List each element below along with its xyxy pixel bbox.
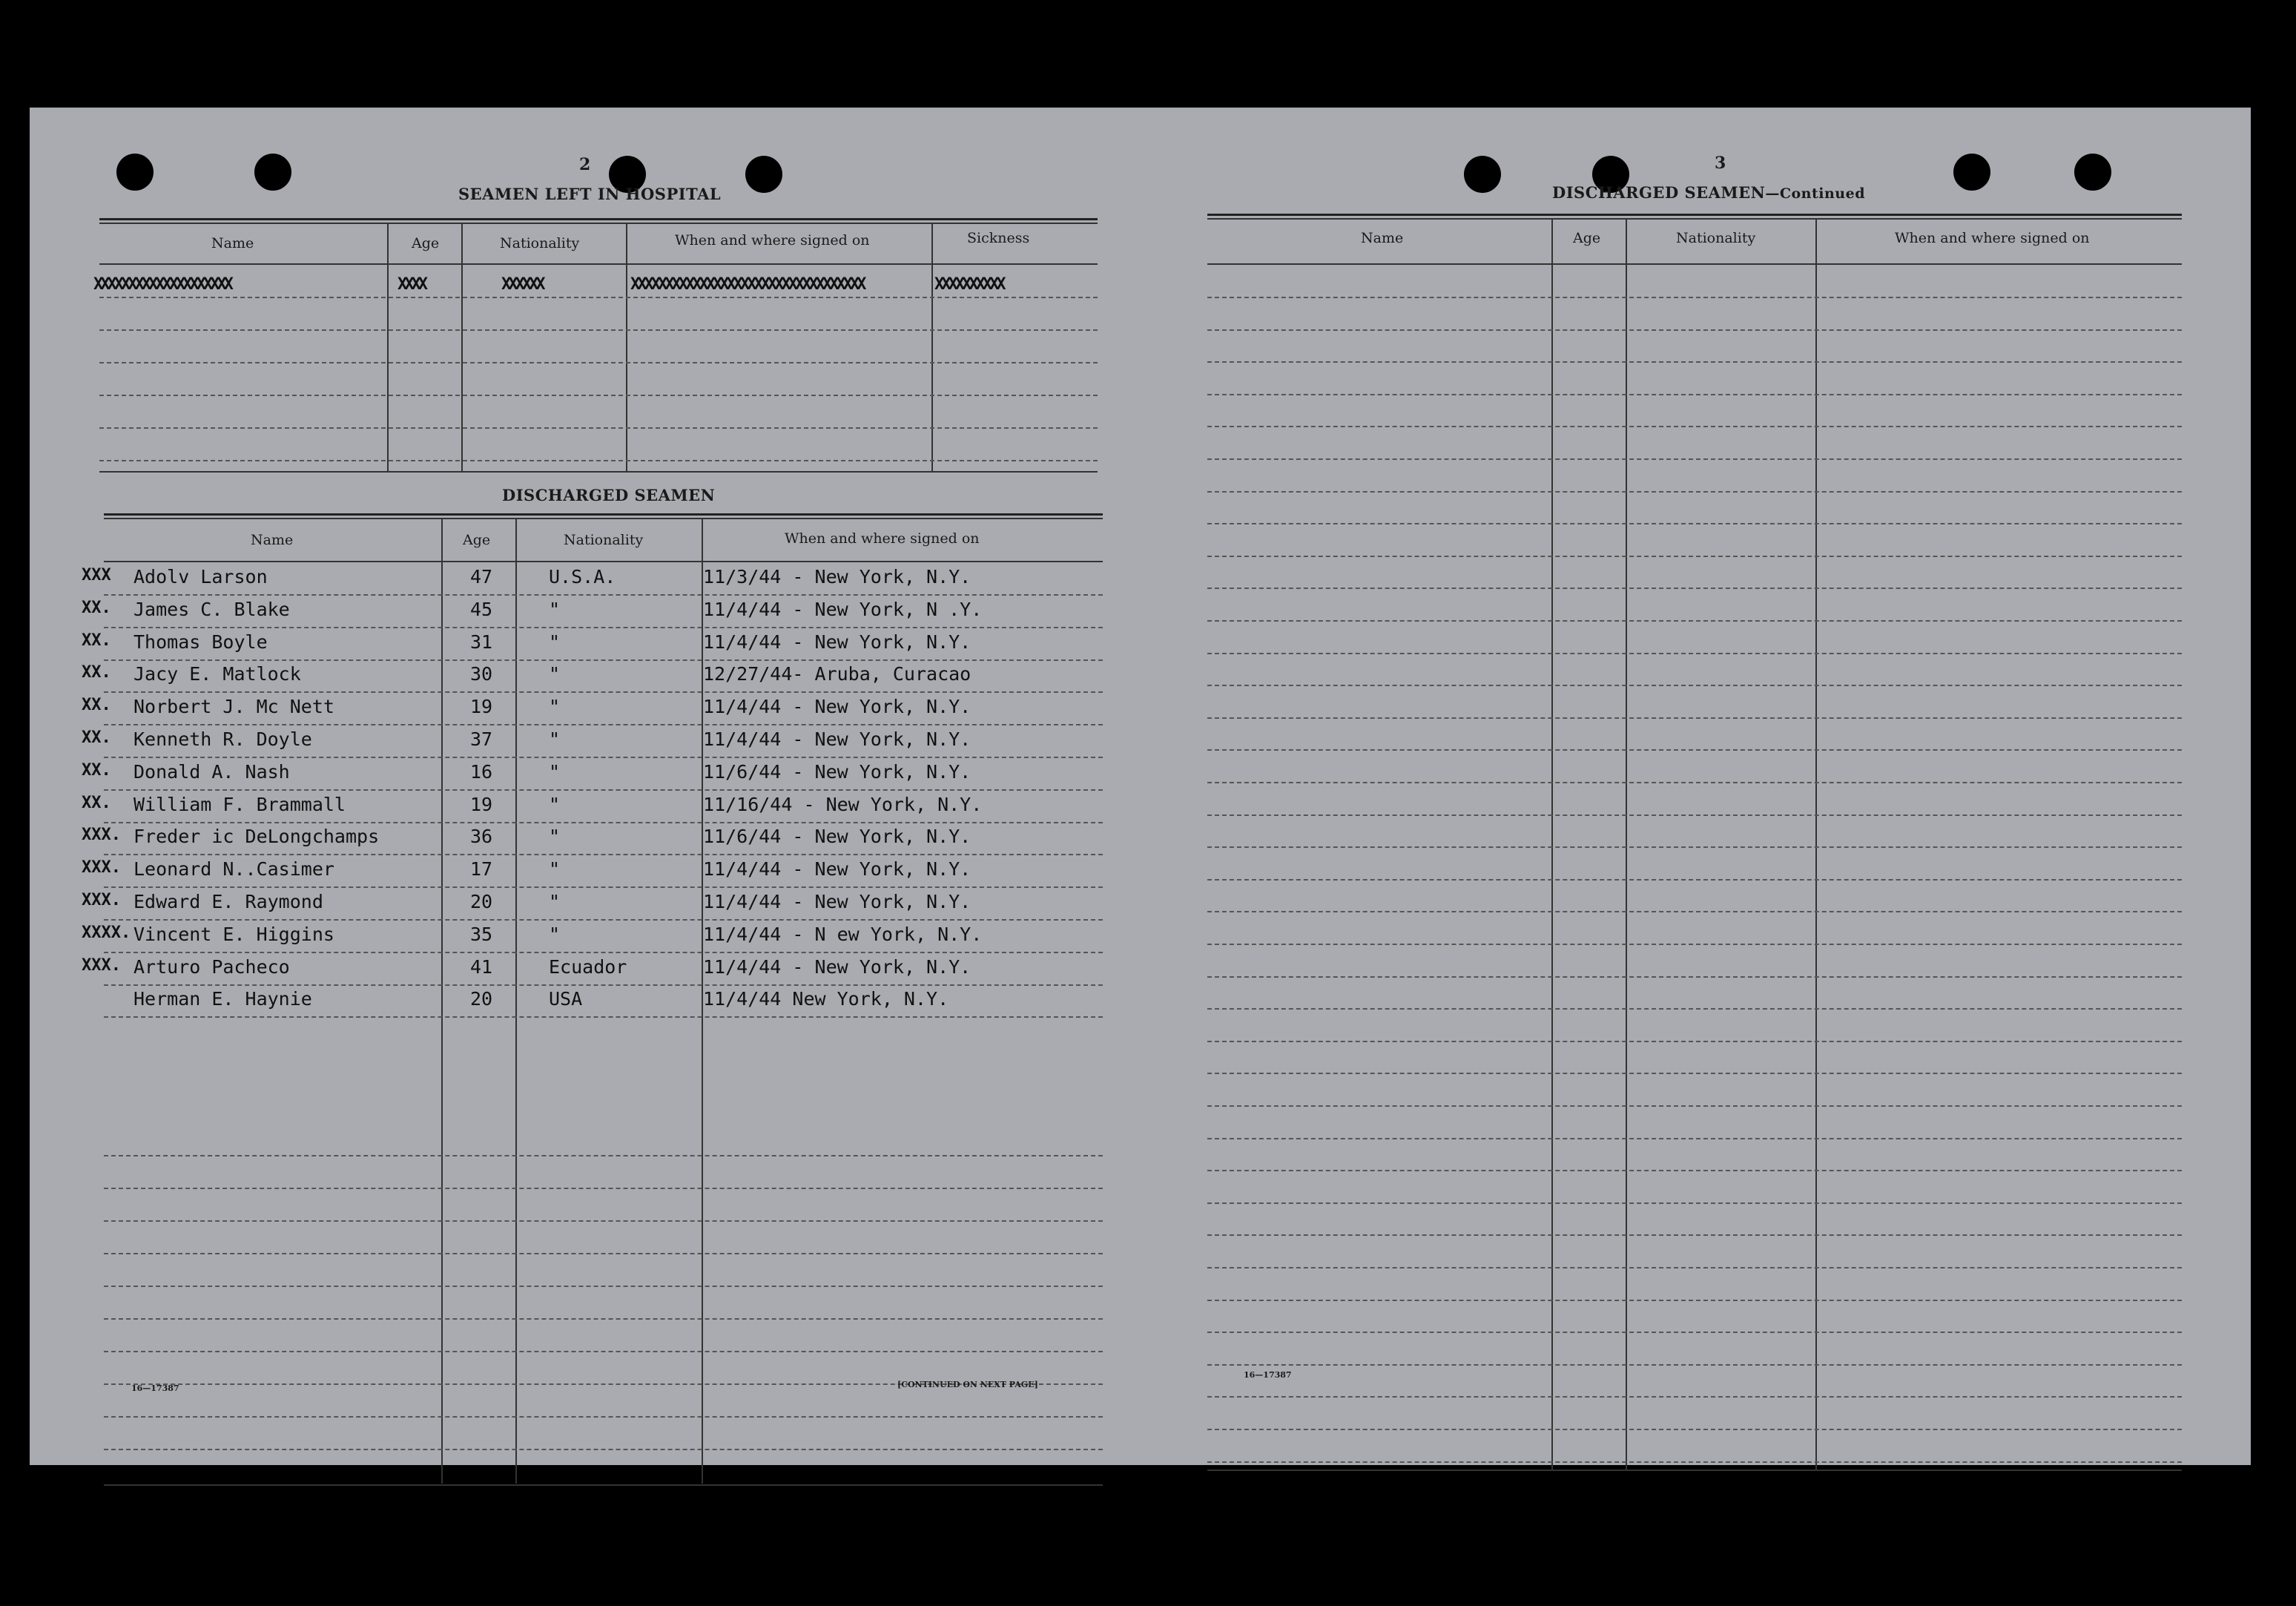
col-header-sickness: Sickness (967, 230, 1030, 246)
seaman-name: James C. Blake (133, 598, 290, 620)
table-rule (1207, 218, 2182, 220)
col-header-name: Name (251, 532, 294, 548)
row-check-mark: XXX. (82, 858, 121, 878)
col-header-signed-on: When and where signed on (1895, 230, 2090, 246)
form-number: 16—17387 (131, 1383, 179, 1393)
table-rule (104, 561, 1103, 562)
col-header-name: Name (1361, 230, 1404, 246)
row-line (1207, 1300, 2182, 1301)
col-header-age: Age (463, 532, 491, 548)
punch-hole (1464, 156, 1501, 193)
row-line (104, 757, 1103, 758)
row-line (104, 1016, 1103, 1018)
seaman-name: Leonard N..Casimer (133, 858, 334, 881)
row-check-mark: XX. (82, 663, 111, 682)
col-divider (441, 519, 443, 1484)
seaman-nationality: " (549, 663, 561, 685)
col-header-age: Age (412, 235, 440, 251)
row-check-mark: XX. (82, 728, 111, 747)
hospital-section-title: SEAMEN LEFT IN HOSPITAL (458, 185, 722, 203)
row-line (1207, 588, 2182, 589)
form-number: 16—17387 (1244, 1370, 1292, 1380)
row-line (1207, 685, 2182, 686)
left-page (30, 108, 1142, 1465)
seaman-signed-on: 11/4/44 - New York, N.Y. (703, 891, 971, 912)
row-line (1207, 653, 2182, 654)
seaman-name: Donald A. Nash (133, 760, 290, 783)
right-page (1142, 108, 2251, 1465)
table-rule (1207, 1470, 2182, 1471)
seaman-signed-on: 11/4/44 - New York, N.Y. (703, 728, 971, 750)
redacted-age: XXXX (397, 275, 425, 294)
row-line (1207, 1041, 2182, 1042)
row-line (1207, 814, 2182, 816)
seaman-age: 19 (470, 696, 493, 718)
row-line (1207, 717, 2182, 719)
seaman-age: 19 (470, 793, 493, 815)
seaman-signed-on: 11/4/44 - New York, N.Y. (703, 955, 971, 978)
row-line (1207, 458, 2182, 460)
row-line (1207, 523, 2182, 524)
col-header-signed-on: When and where signed on (675, 232, 870, 249)
seaman-nationality: USA (549, 988, 583, 1010)
col-divider (931, 223, 933, 471)
seaman-nationality: " (549, 728, 561, 750)
row-line (1207, 1461, 2182, 1463)
col-divider (1626, 219, 1627, 1471)
table-rule (1207, 263, 2182, 265)
seaman-age: 35 (470, 923, 493, 945)
seaman-age: 47 (470, 566, 493, 588)
seaman-nationality: " (549, 891, 561, 912)
table-rule (99, 263, 1098, 265)
row-line (104, 919, 1103, 921)
row-line (104, 822, 1103, 823)
seaman-name: William F. Brammall (133, 793, 346, 815)
row-line (1207, 491, 2182, 493)
row-line (1207, 846, 2182, 848)
seaman-age: 20 (470, 988, 493, 1010)
table-rule (104, 513, 1103, 516)
seaman-name: Arturo Pacheco (133, 955, 290, 978)
seaman-name: Edward E. Raymond (133, 891, 323, 912)
row-line (1207, 749, 2182, 751)
row-line (104, 1449, 1103, 1450)
row-line (99, 329, 1098, 331)
punch-hole (745, 156, 782, 193)
discharged-section-title: DISCHARGED SEAMEN (502, 486, 716, 504)
row-check-mark: XX. (82, 631, 111, 650)
punch-hole (2074, 154, 2111, 191)
seaman-name: Freder ic DeLongchamps (133, 826, 380, 848)
redacted-nationality: XXXXXX (501, 275, 543, 294)
row-line (1207, 1234, 2182, 1236)
row-line (104, 1416, 1103, 1418)
col-divider (1815, 219, 1817, 1471)
seaman-age: 36 (470, 826, 493, 848)
row-check-mark: XXX. (82, 955, 121, 975)
seaman-name: Herman E. Haynie (133, 988, 312, 1010)
row-line (104, 594, 1103, 596)
row-line (1207, 1073, 2182, 1074)
row-check-mark: XX. (82, 696, 111, 715)
table-rule (99, 223, 1098, 224)
seaman-nationality: U.S.A. (549, 566, 616, 588)
row-line (104, 1220, 1103, 1222)
punch-hole (116, 154, 154, 191)
row-line (99, 362, 1098, 363)
row-line (1207, 1008, 2182, 1010)
col-divider (461, 223, 463, 471)
col-divider (1551, 219, 1553, 1471)
col-divider (387, 223, 389, 471)
seaman-nationality: Ecuador (549, 955, 627, 978)
title-sub: —Continued (1765, 185, 1865, 202)
seaman-name: Kenneth R. Doyle (133, 728, 312, 750)
seaman-age: 37 (470, 728, 493, 750)
row-line (1207, 1267, 2182, 1268)
seaman-age: 31 (470, 631, 493, 653)
seaman-age: 17 (470, 858, 493, 881)
row-line (104, 789, 1103, 791)
row-line (104, 952, 1103, 953)
row-line (1207, 329, 2182, 331)
table-rule (99, 218, 1098, 220)
col-header-age: Age (1573, 230, 1601, 246)
row-line (1207, 1332, 2182, 1333)
row-line (104, 1155, 1103, 1156)
row-line (1207, 1396, 2182, 1398)
row-line (104, 886, 1103, 888)
row-line (99, 427, 1098, 429)
seaman-age: 16 (470, 760, 493, 783)
row-line (104, 1188, 1103, 1189)
col-header-nationality: Nationality (500, 235, 580, 251)
seaman-name: Jacy E. Matlock (133, 663, 301, 685)
seaman-nationality: " (549, 598, 561, 620)
row-line (1207, 944, 2182, 945)
row-line (104, 724, 1103, 725)
row-line (1207, 879, 2182, 881)
row-line (1207, 782, 2182, 783)
row-line (1207, 1364, 2182, 1366)
row-line (1207, 976, 2182, 978)
document-sheet (30, 108, 2251, 1465)
seaman-nationality: " (549, 858, 561, 881)
seaman-name: Norbert J. Mc Nett (133, 696, 334, 718)
row-check-mark: XXX. (82, 891, 121, 909)
seaman-signed-on: 11/3/44 - New York, N.Y. (703, 566, 971, 588)
row-check-mark: XXX (82, 566, 111, 585)
row-line (1207, 1138, 2182, 1139)
row-line (1207, 1429, 2182, 1430)
col-header-nationality: Nationality (564, 532, 644, 548)
seaman-signed-on: 11/16/44 - New York, N.Y. (703, 793, 983, 815)
row-line (1207, 911, 2182, 912)
table-rule (104, 1484, 1103, 1486)
seaman-name: Vincent E. Higgins (133, 923, 334, 945)
seaman-signed-on: 11/6/44 - New York, N.Y. (703, 760, 971, 783)
seaman-signed-on: 11/4/44 - N ew York, N.Y. (703, 923, 983, 945)
col-header-name: Name (211, 235, 254, 251)
seaman-signed-on: 11/4/44 - New York, N.Y. (703, 631, 971, 653)
row-line (1207, 556, 2182, 557)
row-check-mark: XX. (82, 598, 111, 617)
page-number: 2 (579, 155, 591, 174)
seaman-name: Thomas Boyle (133, 631, 268, 653)
punch-hole (1953, 154, 1990, 191)
continued-note: [CONTINUED ON NEXT PAGE] (897, 1380, 1038, 1389)
row-line (1207, 426, 2182, 427)
seaman-signed-on: 11/4/44 - New York, N.Y. (703, 858, 971, 881)
page-number: 3 (1715, 154, 1726, 173)
seaman-nationality: " (549, 760, 561, 783)
seaman-signed-on: 11/4/44 - New York, N .Y. (703, 598, 983, 620)
row-check-mark: XXXX. (82, 923, 131, 942)
continued-section-title (1552, 183, 1865, 202)
row-line (1207, 361, 2182, 363)
row-line (1207, 1202, 2182, 1204)
seaman-nationality: " (549, 631, 561, 653)
seaman-signed-on: 12/27/44- Aruba, Curacao (703, 663, 971, 685)
redacted-signed-on: XXXXXXXXXXXXXXXXXXXXXXXXXXXXXXXXXX (630, 275, 864, 294)
seaman-nationality: " (549, 696, 561, 718)
row-line (104, 1351, 1103, 1352)
table-rule (1207, 214, 2182, 216)
redacted-sickness: XXXXXXXXXX (934, 275, 1003, 294)
row-line (104, 1253, 1103, 1254)
row-line (104, 659, 1103, 661)
row-line (104, 627, 1103, 628)
seaman-nationality: " (549, 793, 561, 815)
row-line (104, 854, 1103, 855)
row-line (1207, 620, 2182, 622)
row-line (99, 460, 1098, 461)
row-check-mark: XX. (82, 793, 111, 812)
col-header-signed-on: When and where signed on (785, 530, 980, 547)
table-rule (99, 471, 1098, 473)
seaman-signed-on: 11/4/44 - New York, N.Y. (703, 696, 971, 718)
col-divider (515, 519, 517, 1484)
seaman-age: 30 (470, 663, 493, 685)
row-line (1207, 1105, 2182, 1107)
row-line (104, 1286, 1103, 1287)
col-divider (626, 223, 627, 471)
seaman-nationality: " (549, 923, 561, 945)
seaman-signed-on: 11/6/44 - New York, N.Y. (703, 826, 971, 848)
row-line (1207, 394, 2182, 395)
seaman-name: Adolv Larson (133, 566, 268, 588)
row-check-mark: XX. (82, 760, 111, 780)
seaman-age: 45 (470, 598, 493, 620)
row-line (1207, 297, 2182, 298)
seaman-signed-on: 11/4/44 New York, N.Y. (703, 988, 949, 1010)
row-check-mark: XXX. (82, 826, 121, 845)
col-header-nationality: Nationality (1676, 230, 1756, 246)
row-line (104, 1318, 1103, 1320)
row-line (99, 395, 1098, 396)
row-line (1207, 1170, 2182, 1171)
seaman-age: 41 (470, 955, 493, 978)
seaman-nationality: " (549, 826, 561, 848)
seaman-age: 20 (470, 891, 493, 912)
title-main: DISCHARGED SEAMEN (1552, 183, 1766, 202)
table-rule (104, 518, 1103, 519)
row-line (104, 984, 1103, 986)
punch-hole (254, 154, 291, 191)
row-line (99, 297, 1098, 298)
redacted-name: XXXXXXXXXXXXXXXXXXXX (93, 275, 231, 294)
row-line (104, 691, 1103, 693)
